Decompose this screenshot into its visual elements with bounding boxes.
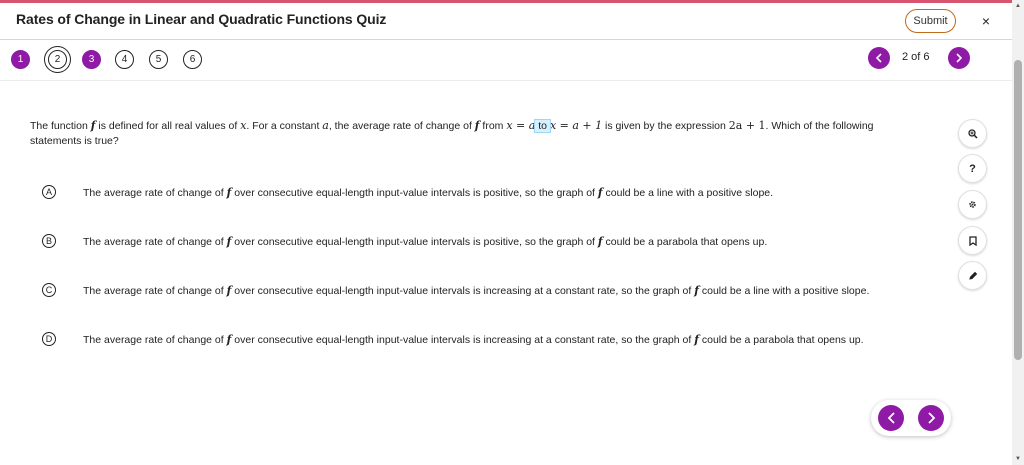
option-text: The average rate of change of f over consecutive equal-length input-value intervals is positive, so the graph of f could be a parabola that opens up. xyxy=(83,234,768,248)
stem-text: . Which of the following statements is true? xyxy=(30,120,874,147)
annotate-button[interactable] xyxy=(958,261,987,290)
scroll-down-icon[interactable]: ▼ xyxy=(1015,456,1021,462)
bookmark-icon xyxy=(969,236,977,246)
question-5-button[interactable]: 5 xyxy=(149,50,168,69)
bottom-next-button[interactable] xyxy=(918,405,944,431)
math-to-eq: x = a + 1 xyxy=(549,119,603,132)
option-c[interactable] xyxy=(42,281,902,299)
stem-text: is given by the expression xyxy=(602,120,729,132)
math-f: f xyxy=(474,119,480,132)
option-text: The average rate of change of f over consecutive equal-length input-value intervals is increasing at a constant rate, so the graph of f could be a line with a positive slope. xyxy=(83,283,870,297)
help-button[interactable]: ? xyxy=(958,154,987,183)
chevron-left-icon xyxy=(887,412,896,424)
submit-button[interactable]: Submit xyxy=(905,9,956,33)
scrollbar-thumb[interactable] xyxy=(1014,60,1022,360)
chevron-left-icon xyxy=(875,53,883,63)
prev-question-button[interactable] xyxy=(868,47,890,69)
stem-text: from xyxy=(479,120,507,132)
vertical-scrollbar[interactable] xyxy=(1012,0,1024,465)
highlighted-text[interactable]: to xyxy=(535,120,550,132)
bottom-prev-button[interactable] xyxy=(878,405,904,431)
chevron-right-icon xyxy=(927,412,936,424)
option-a[interactable] xyxy=(42,183,902,201)
chevron-right-icon xyxy=(955,53,963,63)
bookmark-button[interactable] xyxy=(958,226,987,255)
question-1-button[interactable]: 1 xyxy=(11,50,30,69)
page-count: 2 of 6 xyxy=(902,51,930,63)
option-d[interactable] xyxy=(42,330,902,348)
option-letter[interactable]: B xyxy=(42,234,56,248)
question-2-button[interactable]: 2 xyxy=(48,50,67,69)
math-from-eq: x = a xyxy=(506,119,536,132)
question-4-button[interactable]: 4 xyxy=(115,50,134,69)
stem-text: is defined for all real values of xyxy=(95,120,241,132)
close-button[interactable]: × xyxy=(981,13,991,29)
zoom-in-icon xyxy=(968,129,978,139)
next-question-button[interactable] xyxy=(948,47,970,69)
option-letter[interactable]: D xyxy=(42,332,56,346)
option-b[interactable] xyxy=(42,232,902,250)
settings-button[interactable] xyxy=(958,190,987,219)
bottom-nav xyxy=(871,400,951,436)
option-text: The average rate of change of f over consecutive equal-length input-value intervals is positive, so the graph of f could be a line with a positive slope. xyxy=(83,185,774,199)
question-stem xyxy=(30,118,910,149)
math-expression: 2a + 1 xyxy=(728,119,766,132)
stem-text: . For a constant xyxy=(246,120,323,132)
zoom-button[interactable] xyxy=(958,119,987,148)
option-text: The average rate of change of f over consecutive equal-length input-value intervals is increasing at a constant rate, so the graph of f could be a parabola that opens up. xyxy=(83,332,864,346)
question-3-button[interactable]: 3 xyxy=(82,50,101,69)
pencil-icon xyxy=(968,271,978,281)
quiz-title: Rates of Change in Linear and Quadratic Functions Quiz xyxy=(16,11,387,27)
stem-text: , the average rate of change of xyxy=(328,120,475,132)
scroll-up-icon[interactable]: ▲ xyxy=(1015,3,1021,9)
math-f: f xyxy=(90,119,96,132)
stem-text: The function xyxy=(30,120,91,132)
option-letter[interactable]: A xyxy=(42,185,56,199)
math-x: x xyxy=(240,119,247,132)
math-a: a xyxy=(322,119,329,132)
question-6-button[interactable]: 6 xyxy=(183,50,202,69)
gear-icon xyxy=(968,200,977,209)
quiz-header xyxy=(0,3,1012,40)
option-letter[interactable]: C xyxy=(42,283,56,297)
question-nav xyxy=(0,41,1012,81)
